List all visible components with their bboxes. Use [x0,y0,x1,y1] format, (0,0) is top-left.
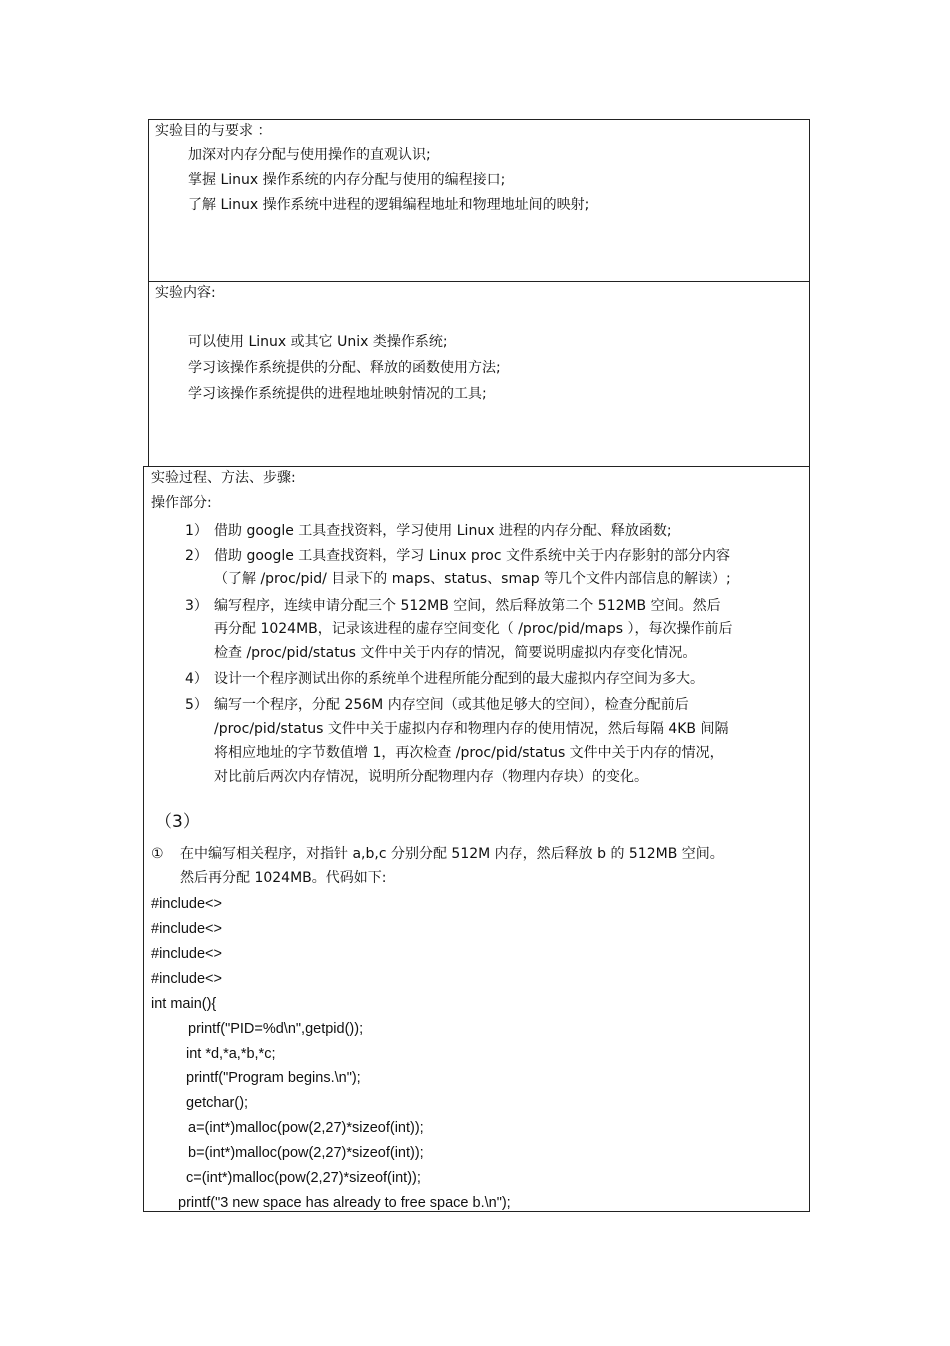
description-line: 然后再分配 1024MB。代码如下: [180,870,387,886]
code-line: printf("PID=%d\n",getpid()); [188,1021,364,1037]
step-text: 对比前后两次内存情况，说明所分配物理内存（物理内存块）的变化。 [214,769,648,785]
code-line: #include<> [151,971,222,987]
code-line: c=(int*)malloc(pow(2,27)*sizeof(int)); [186,1170,421,1186]
code-line: printf("3 new space has already to free space b.\n"); [178,1195,511,1211]
objective-item: 了解 Linux 操作系统中进程的逻辑编程地址和物理地址间的映射; [188,197,590,213]
step-text: 设计一个程序测试出你的系统单个进程所能分配到的最大虚拟内存空间为多大。 [214,671,704,687]
part-three-label: （3） [155,812,200,832]
objectives-heading: 实验目的与要求 ： [155,123,272,139]
description-line: 在中编写相关程序，对指针 a,b,c 分别分配 512M 内存，然后释放 b 的 512MB 空间。 [180,846,724,862]
objective-item: 掌握 Linux 操作系统的内存分配与使用的编程接口; [188,172,506,188]
code-line: int *d,*a,*b,*c; [186,1046,276,1062]
code-line: #include<> [151,946,222,962]
procedure-heading: 实验过程、方法、步骤: [151,470,296,486]
step-text: 借助 google 工具查找资料，学习使用 Linux 进程的内存分配、释放函数; [214,523,672,539]
content-item: 可以使用 Linux 或其它 Unix 类操作系统; [188,334,448,350]
step-text: 编写程序，连续申请分配三个 512MB 空间，然后释放第二个 512MB 空间。然后 [214,598,721,614]
step-text: （了解 /proc/pid/ 目录下的 maps、status、smap 等几个文件内部信息的解读）; [214,571,731,587]
step-text: /proc/pid/status 文件中关于虚拟内存和物理内存的使用情况，然后每隔 4KB 间隔 [214,721,729,737]
step-text: 检查 /proc/pid/status 文件中关于内存的情况，简要说明虚拟内存变化情况。 [214,645,697,661]
objective-item: 加深对内存分配与使用操作的直观认识; [188,147,431,163]
content-item: 学习该操作系统提供的进程地址映射情况的工具; [188,386,487,402]
code-line: getchar(); [186,1095,249,1111]
step-number: 1） [185,523,208,539]
operation-subheading: 操作部分: [151,495,212,511]
circle-number: ① [151,846,164,862]
step-text: 再分配 1024MB，记录该进程的虚存空间变化（ /proc/pid/maps ），每次操作前后 [214,621,733,637]
code-line: #include<> [151,896,222,912]
step-number: 4） [185,671,208,687]
step-number: 5） [185,697,208,713]
step-text: 编写一个程序，分配 256M 内存空间（或其他足够大的空间），检查分配前后 [214,697,689,713]
step-number: 3） [185,598,208,614]
step-text: 借助 google 工具查找资料，学习 Linux proc 文件系统中关于内存影射的部分内容 [214,548,730,564]
code-line: printf("Program begins.\n"); [186,1070,361,1086]
content-heading: 实验内容: [155,285,216,301]
code-line: a=(int*)malloc(pow(2,27)*sizeof(int)); [188,1120,424,1136]
step-text: 将相应地址的字节数值增 1，再次检查 /proc/pid/status 文件中关于内存的情况， [214,745,724,761]
code-line: b=(int*)malloc(pow(2,27)*sizeof(int)); [188,1145,424,1161]
step-number: 2） [185,548,208,564]
code-line: int main(){ [151,996,217,1012]
code-line: #include<> [151,921,222,937]
content-item: 学习该操作系统提供的分配、释放的函数使用方法; [188,360,501,376]
